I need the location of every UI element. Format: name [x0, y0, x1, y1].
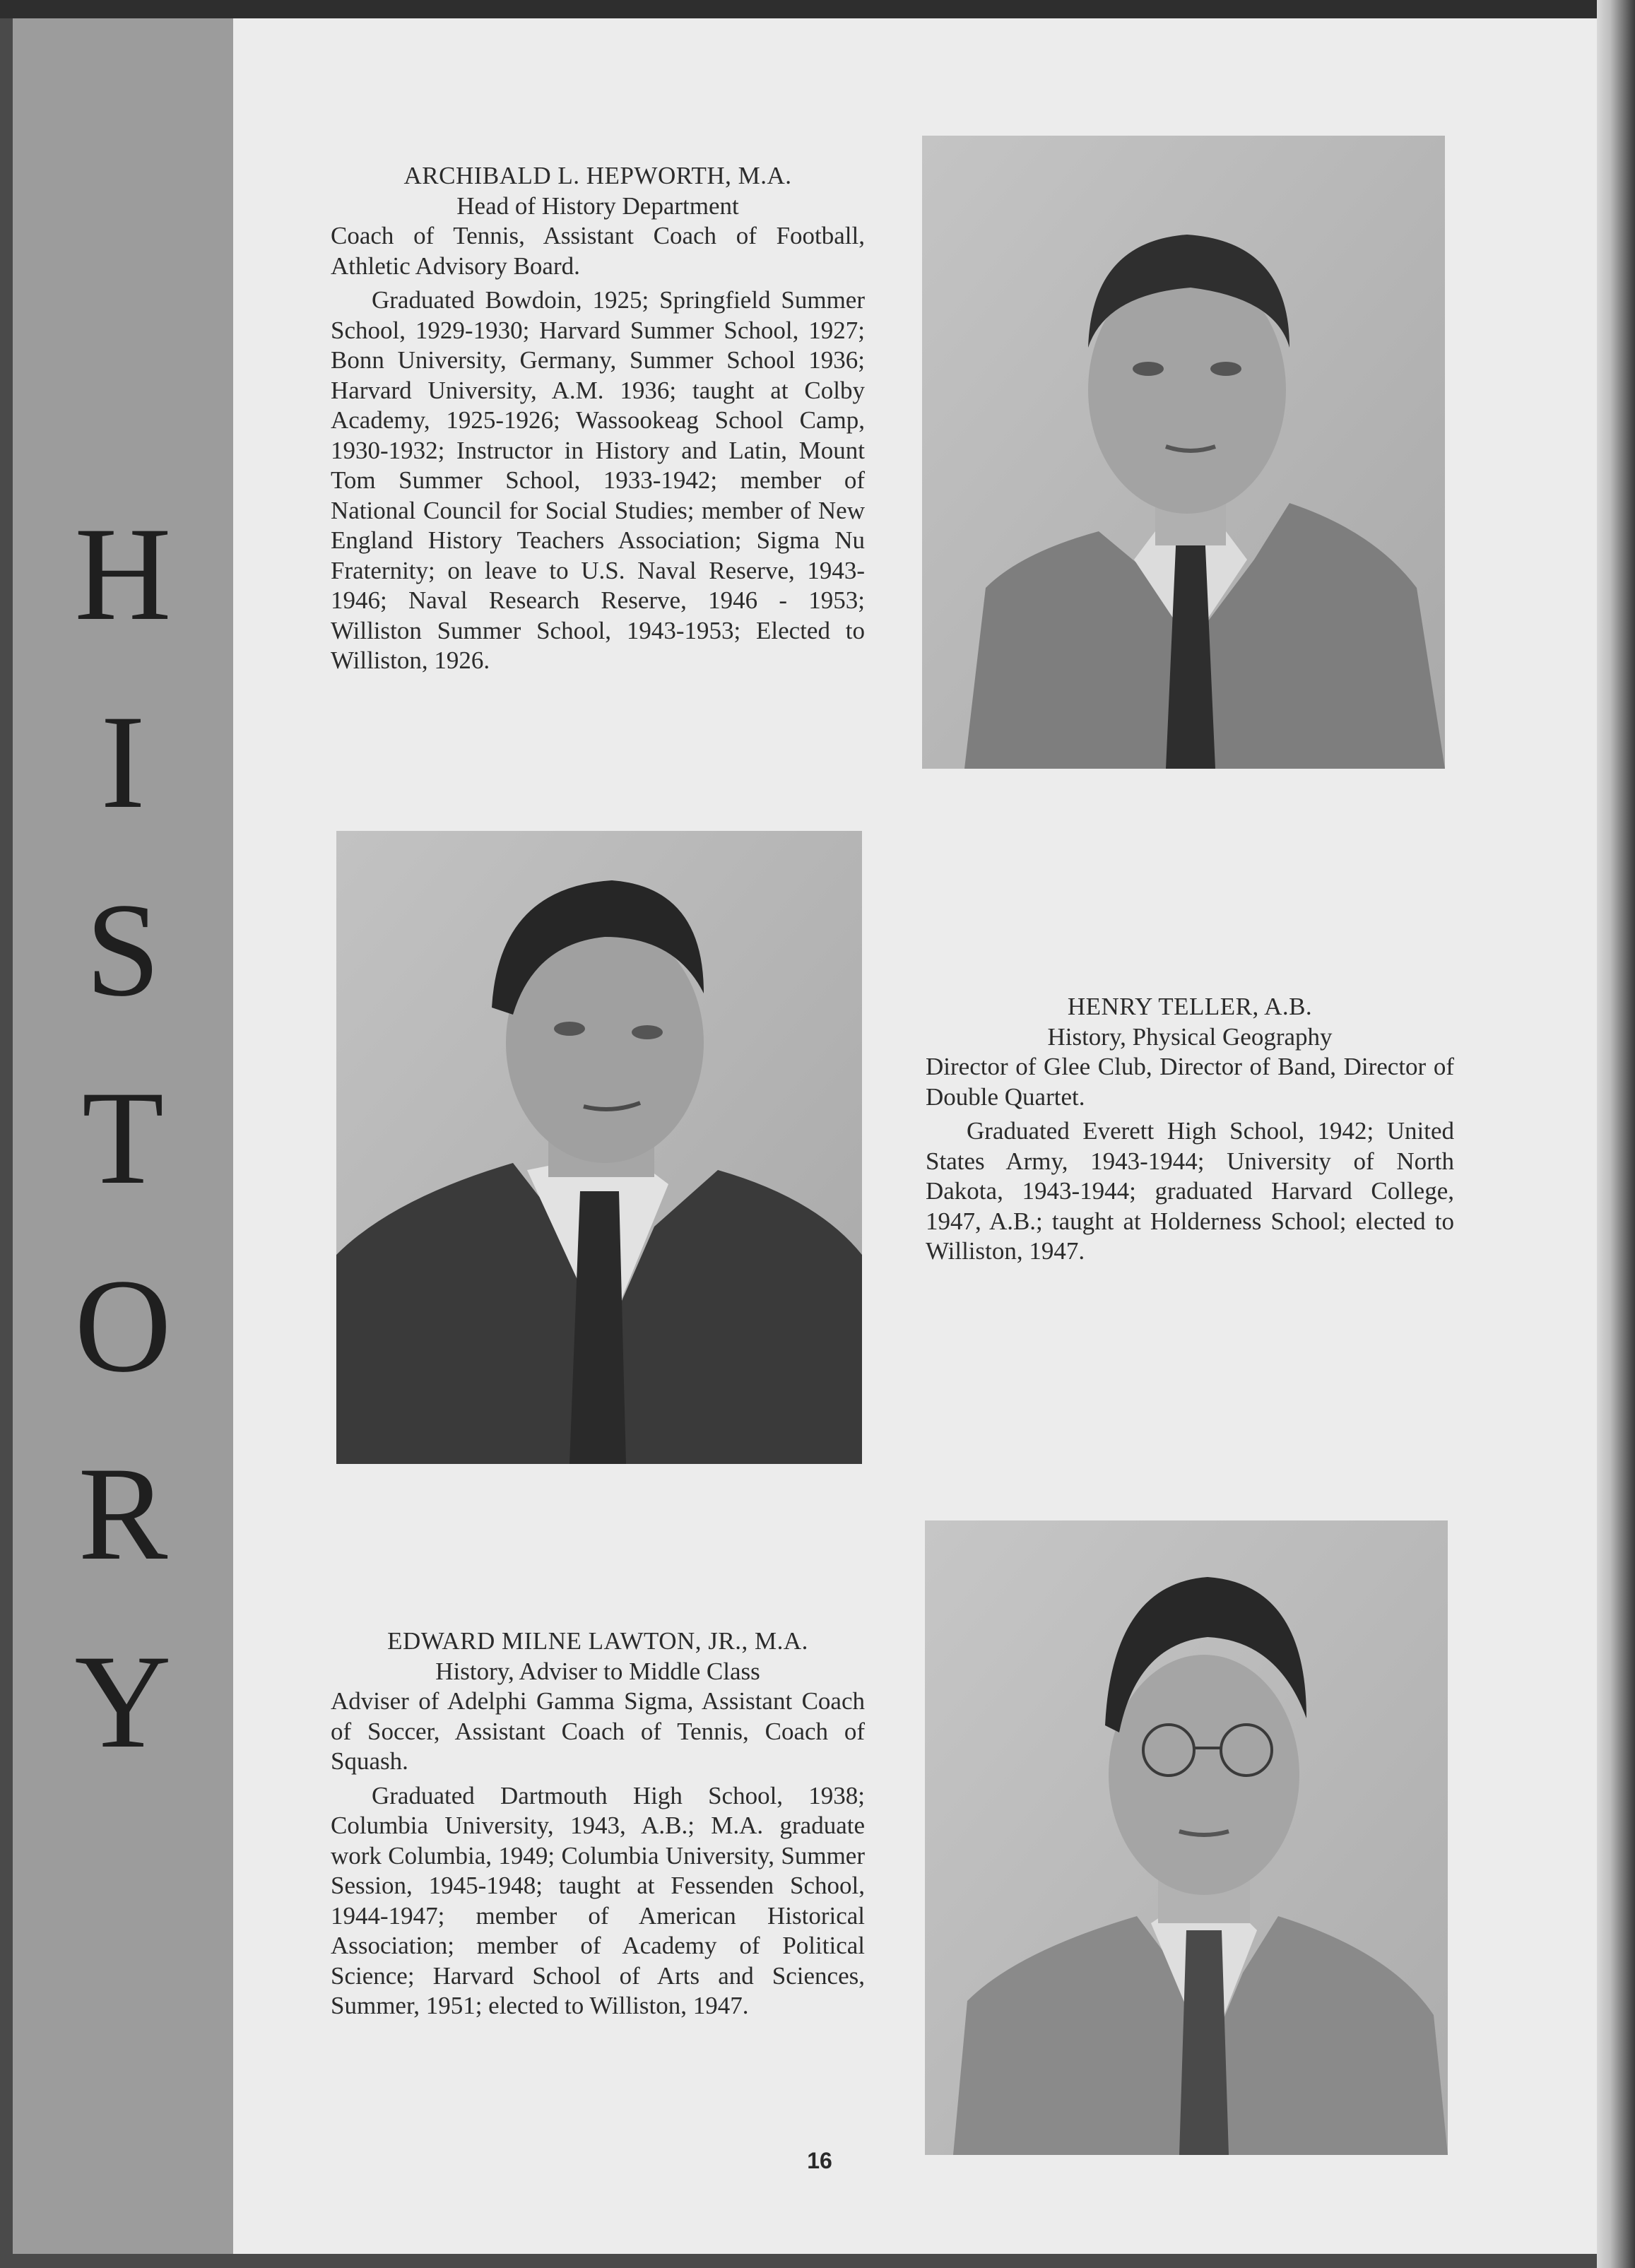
- faculty-entry-lawton: [331, 1626, 865, 2021]
- side-title-letter: I: [100, 688, 146, 837]
- faculty-entry-teller: [926, 992, 1454, 1267]
- side-title-letter: S: [85, 876, 160, 1024]
- faculty-title: Head of History Department: [456, 191, 739, 220]
- faculty-roles: Coach of Tennis, Assistant Coach of Football, Athletic Advisory Board.: [331, 222, 865, 280]
- faculty-bio: Graduated Dartmouth High School, 1938; Columbia University, 1943, A.B.; M.A. graduate work Columbia, 1949; Columbia University, Summer Session, 1945-1948; taught at Fessenden School, 1944-1947; member of American Historical Association; member of Academy of Political Science; Harvard School of Arts and Sciences, Summer, 1951; elected to Williston, 1947.: [331, 1781, 865, 2019]
- faculty-title: History, Adviser to Middle Class: [435, 1657, 760, 1685]
- faculty-name: EDWARD MILNE LAWTON, JR., M.A.: [387, 1627, 808, 1655]
- scan-border-right: [1597, 0, 1635, 2268]
- faculty-bio: Graduated Everett High School, 1942; United States Army, 1943-1944; University of North Dakota, 1943-1944; graduated Harvard College, 1947, A.B.; taught at Holderness School; elected to Williston, 1947.: [926, 1117, 1454, 1265]
- faculty-title: History, Physical Geography: [1047, 1022, 1333, 1051]
- side-title-letter: O: [74, 1252, 172, 1400]
- scan-border-top: [0, 0, 1635, 18]
- faculty-name: HENRY TELLER, A.B.: [1067, 993, 1313, 1020]
- faculty-bio: Graduated Bowdoin, 1925; Springfield Summer School, 1929-1930; Harvard Summer School, 1927; Bonn University, Germany, Summer School 1936; Harvard University, A.M. 1936; taught at Colby Academy, 1925-1926; Wassookeag School Camp, 1930-1932; Instructor in History and Latin, Mount Tom Summer School, 1933-1942; member of National Council for Social Studies; member of New England History Teachers Association; Sigma Nu Fraternity; on leave to U.S. Naval Reserve, 1943-1946; Naval Research Reserve, 1946 - 1953; Williston Summer School, 1943-1953; Elected to Williston, 1926.: [331, 286, 865, 674]
- faculty-name: ARCHIBALD L. HEPWORTH, M.A.: [403, 162, 792, 189]
- side-title: [13, 480, 233, 1823]
- side-title-letter: Y: [74, 1628, 172, 1776]
- faculty-portrait-photo: [925, 1520, 1448, 2155]
- side-title-letter: T: [81, 1064, 165, 1212]
- faculty-portrait-photo: [922, 136, 1445, 769]
- faculty-portrait-photo: [336, 831, 862, 1464]
- faculty-roles: Adviser of Adelphi Gamma Sigma, Assistant Coach of Soccer, Assistant Coach of Tennis, Coach of Squash.: [331, 1687, 865, 1775]
- page-number: 16: [807, 2148, 832, 2173]
- side-title-letter: R: [78, 1440, 168, 1588]
- faculty-entry-hepworth: [331, 161, 865, 676]
- faculty-roles: Director of Glee Club, Director of Band, Director of Double Quartet.: [926, 1053, 1454, 1111]
- side-title-letter: H: [74, 500, 172, 649]
